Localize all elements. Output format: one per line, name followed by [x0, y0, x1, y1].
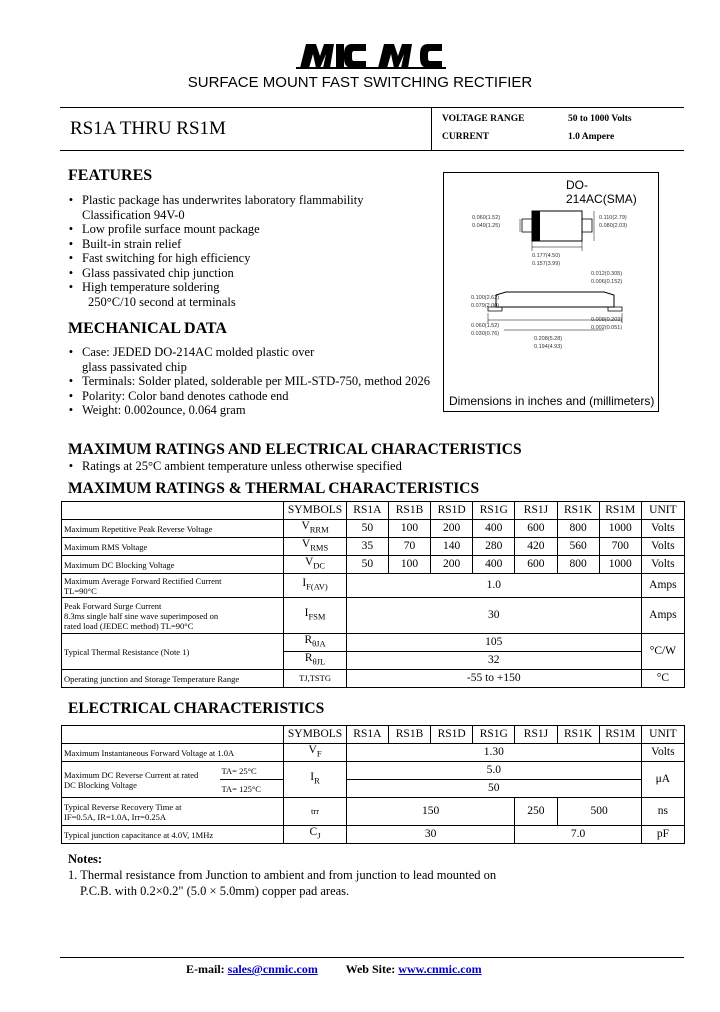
dim-label: 0.006(0.152)	[591, 279, 623, 285]
ratings-note: • Ratings at 25°C ambient temperature unless otherwise specified	[68, 459, 402, 473]
dim-label: 0.208(5.28)	[534, 336, 563, 342]
footer-contact: E-mail: sales@cnmic.com Web Site: www.cnmic.com	[186, 962, 482, 976]
dim-label: 0.060(1.52)	[472, 215, 501, 221]
note-line: P.C.B. with 0.2×0.2" (5.0 × 5.0mm) copper pad areas.	[80, 884, 350, 898]
list-item: • Fast switching for high efficiency	[68, 251, 251, 265]
max-ratings-table	[61, 501, 685, 688]
note-line: 1. Thermal resistance from Junction to ambient and from junction to lead mounted on	[68, 868, 497, 882]
thermal-heading: MAXIMUM RATINGS & THERMAL CHARACTERISTICS	[68, 480, 480, 497]
features-list	[60, 193, 430, 309]
dim-label: 0.110(2.79)	[599, 215, 627, 221]
features-heading: FEATURES	[68, 167, 153, 184]
dim-label: 0.030(0.76)	[471, 331, 500, 337]
table-row: Operating junction and Storage Temperature Range TJ,TSTG -55 to +150 °C	[62, 670, 685, 688]
notes-title: Notes:	[68, 852, 103, 866]
current-value: 1.0 Ampere	[568, 132, 615, 142]
email-link[interactable]: sales@cnmic.com	[227, 962, 318, 976]
table-row: TA= 125°C 50	[62, 780, 685, 798]
table-row: Typical Reverse Recovery Time at IF=0.5A, IR=1.0A, Irr=0.25A trr 150 250 500 ns	[62, 798, 685, 826]
header-top-rule	[60, 107, 684, 108]
package-outline-box	[443, 172, 659, 412]
list-item-continuation: glass passivated chip	[82, 359, 187, 374]
voltage-range-value: 50 to 1000 Volts	[568, 114, 632, 124]
mechanical-list	[60, 345, 440, 418]
voltage-range-label: VOLTAGE RANGE	[442, 114, 525, 124]
table-row: Maximum DC Blocking Voltage $V_{DC}$ 50 100 200 400 600 800 1000 Volts	[62, 556, 685, 574]
dim-label: 0.008(0.203)	[591, 317, 623, 323]
table-row: Maximum DC Reverse Current at rated DC Blocking Voltage TA= 25°C $I_R$ 5.0 μA	[62, 762, 685, 780]
table-row: Maximum Average Forward Rectified Current TL=90°C $I_{F(AV)}$ 1.0 Amps	[62, 574, 685, 598]
table-row: Peak Forward Surge Current 8.3ms single half sine wave superimposed on rated load (JEDEC method) TL=90°C $I_{FSM}$ 30 Amps	[62, 598, 685, 634]
company-logo	[296, 40, 446, 70]
header-bottom-rule	[60, 150, 684, 151]
package-dimensions-note: Dimensions in inches and (millimeters)	[449, 394, 655, 408]
table-row: Maximum Instantaneous Forward Voltage at 1.0A $V_F$ 1.30 Volts	[62, 744, 685, 762]
list-item: • Low profile surface mount package	[68, 222, 260, 236]
electrical-table	[61, 725, 685, 844]
table-header-row: SYMBOLS RS1A RS1B RS1D RS1G RS1J RS1K RS1M UNIT	[62, 726, 685, 744]
dim-label: 0.049(1.25)	[472, 223, 501, 229]
package-diagram	[444, 195, 658, 390]
dim-label: 0.194(4.93)	[534, 344, 563, 350]
document-subtitle: SURFACE MOUNT FAST SWITCHING RECTIFIER	[187, 74, 533, 91]
list-item: • Glass passivated chip junction	[68, 265, 234, 280]
list-item-continuation: 250°C/10 second at terminals	[88, 294, 236, 309]
list-item: • Polarity: Color band denotes cathode end	[68, 388, 289, 403]
current-label: CURRENT	[442, 132, 489, 142]
part-range-title: RS1A THRU RS1M	[70, 118, 226, 139]
dim-label: 0.080(2.03)	[599, 223, 628, 229]
dim-label: 0.157(3.99)	[532, 261, 561, 267]
dim-label: 0.060(1.52)	[471, 323, 500, 329]
table-header-row: SYMBOLS RS1A RS1B RS1D RS1G RS1J RS1K RS1M UNIT	[62, 502, 685, 520]
table-row: Maximum RMS Voltage $V_{RMS}$ 35 70 140 280 420 560 700 Volts	[62, 538, 685, 556]
list-item: • Terminals: Solder plated, solderable per MIL-STD-750, method 2026	[68, 374, 431, 388]
mechanical-heading: MECHANICAL DATA	[68, 320, 227, 337]
list-item: • High temperature soldering	[68, 280, 220, 294]
table-row: Typical junction capacitance at 4.0V, 1MHz $C_J$ 30 7.0 pF	[62, 826, 685, 844]
dim-label: 0.177(4.50)	[532, 253, 561, 259]
website-link[interactable]: www.cnmic.com	[398, 962, 482, 976]
list-item: • Weight: 0.002ounce, 0.064 gram	[68, 403, 246, 417]
list-item: • Case: JEDED DO-214AC molded plastic over	[68, 345, 315, 359]
list-item-continuation: Classification 94V-0	[82, 207, 185, 222]
header-divider	[431, 107, 432, 151]
package-title: DO-214AC(SMA)	[566, 178, 637, 206]
dim-label: 0.012(0.305)	[591, 271, 623, 277]
table-row: Typical Thermal Resistance (Note 1) $R_{\theta JA}$ 105 °C/W	[62, 634, 685, 652]
list-item: • Plastic package has underwrites laboratory flammability	[68, 193, 364, 207]
table-row: $R_{\theta JL}$ 32	[62, 652, 685, 670]
list-item: • Built-in strain relief	[68, 236, 182, 251]
dim-label: 0.079(2.00)	[471, 303, 500, 309]
ratings-heading: MAXIMUM RATINGS AND ELECTRICAL CHARACTERISTICS	[68, 441, 522, 458]
footer-rule	[60, 957, 684, 958]
notes-section	[68, 851, 496, 899]
logo-text: MIC MIC	[296, 40, 301, 41]
dim-label: 0.100(2.62)	[471, 295, 500, 301]
dim-label: 0.002(0.051)	[591, 325, 623, 331]
electrical-heading: ELECTRICAL CHARACTERISTICS	[68, 700, 325, 717]
table-row: Maximum Repetitive Peak Reverse Voltage $V_{RRM}$ 50 100 200 400 600 800 1000 Volts	[62, 520, 685, 538]
